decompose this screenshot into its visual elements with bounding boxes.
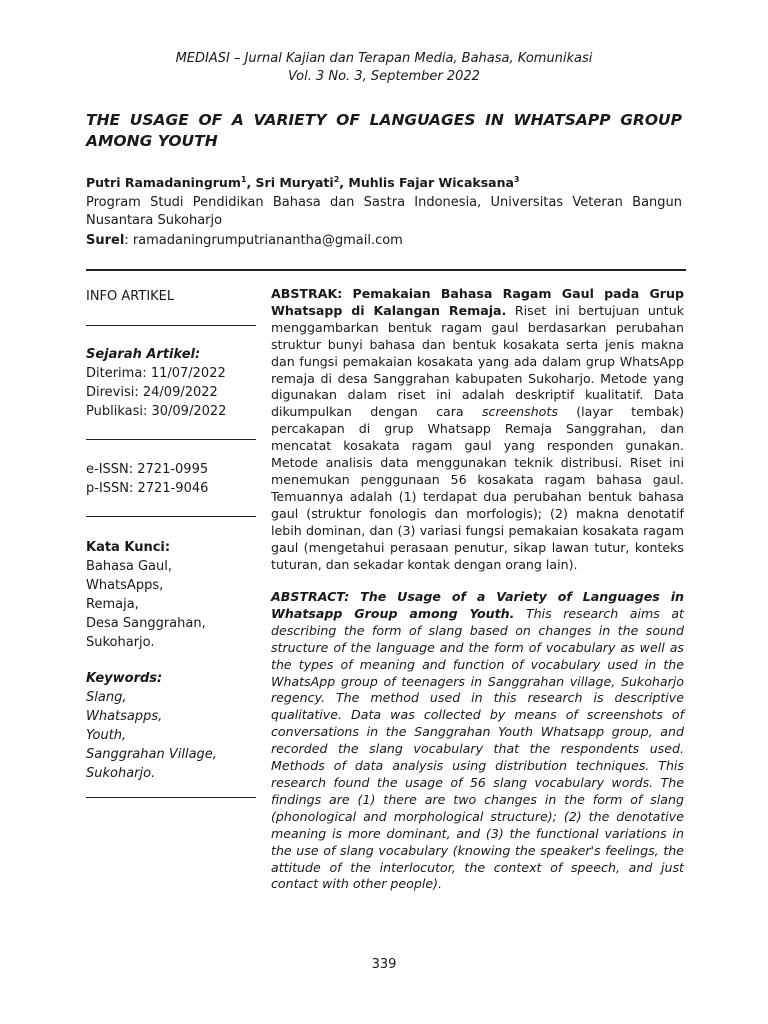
author-name: Putri Ramadaningrum bbox=[86, 175, 241, 191]
page-number: 339 bbox=[371, 957, 397, 972]
issn-block bbox=[86, 460, 256, 498]
article-title: THE USAGE OF A VARIETY OF LANGUAGES IN WHATSAPP GROUP AMONG YOUTH bbox=[86, 111, 682, 150]
keyword-item: Whatsapps, bbox=[86, 709, 163, 724]
history-received: Diterima: 11/07/2022 bbox=[86, 366, 226, 381]
affiliation: Program Studi Pendidikan Bahasa dan Sastra Indonesia, Universitas Veteran Bangun Nusantara Sukoharjo bbox=[86, 195, 682, 228]
abstrak-text-continued: (layar tembak) percakapan di grup Whatsapp Remaja Sanggrahan, dan mencatat kosakata ragam gaul yang responden gunakan. Metode analisis data menggunakan teknik distribusi. Riset ini menemukan penggunaan 56 kosakata ragam bahasa gaul. Temuannya adalah (1) terdapat dua perubahan bentuk bahasa gaul (struktur fonologis dan morfologis); (2) makna denotatif lebih dominan, dan (3) variasi fungsi pemakaian kosakata ragam gaul (mengetahui perasaan penutur, sikap lawan tutur, konteks tuturan, dan sekadar kontak dengan orang lain). bbox=[271, 404, 685, 572]
author-superscript: 3 bbox=[513, 175, 520, 184]
abstract-lead: ABSTRACT: The Usage of a Variety of Languages in Whatsapp Group among Youth. bbox=[271, 589, 684, 621]
author-superscript: 1 bbox=[240, 175, 247, 184]
abstrak-lead: ABSTRAK: Pemakaian Bahasa Ragam Gaul pada Grup Whatsapp di Kalangan Remaja. bbox=[271, 286, 684, 318]
keyword-item: Sukoharjo. bbox=[86, 766, 156, 781]
author-superscript: 2 bbox=[333, 175, 340, 184]
author-name: Sri Muryati bbox=[255, 175, 334, 191]
p-issn: p-ISSN: 2721-9046 bbox=[86, 481, 209, 496]
header-divider bbox=[86, 269, 686, 271]
author-list: Putri Ramadaningrum$^1$, Sri Muryati$^2$, Muhlis Fajar Wicaksana$^3$ bbox=[86, 175, 520, 191]
sidebar-divider bbox=[86, 325, 256, 326]
abstract-english bbox=[271, 589, 684, 893]
e-issn: e-ISSN: 2721-0995 bbox=[86, 462, 209, 477]
journal-header bbox=[0, 50, 768, 86]
journal-volume: Vol. 3 No. 3, September 2022 bbox=[288, 69, 480, 84]
email-address: : ramadaningrumputriananth​a@gmail.com bbox=[124, 233, 403, 248]
kata-kunci-block bbox=[86, 538, 256, 652]
abstrak-indonesian bbox=[271, 286, 684, 573]
kata-kunci-item: Sukoharjo. bbox=[86, 635, 155, 650]
sidebar-divider bbox=[86, 797, 256, 798]
kata-kunci-item: Desa Sanggrahan, bbox=[86, 616, 206, 631]
email-label: Surel bbox=[86, 233, 125, 248]
email-line bbox=[86, 232, 403, 250]
abstract-text: This research aims at describing the form of slang based on changes in the sound structure of the language and the form of vocabulary as well as the types of meaning and function of vocabulary used in the WhatsApp group of teenagers in Sanggrahan village, Sukoharjo regency. The method used in this research is descriptive qualitative. Data was collected by means of screenshots of conversations in the Sanggrahan Youth Whatsapp group, and recorded the slang vocabulary that the respondents used. Methods of data analysis using distribution techniques. This research found the usage of 56 slang vocabulary words. The findings are (1) there are two changes in the form of slang (phonological and morphological structure); (2) the denotative meaning is more dominant, and (3) the functional variations in the use of slang vocabulary (knowing the speaker's feelings, the attitude of the interlocutor, the context of speech, and just contact with other people). bbox=[271, 605, 684, 892]
keyword-item: Youth, bbox=[86, 728, 127, 743]
info-heading: INFO ARTIKEL bbox=[86, 289, 175, 304]
keywords-heading: Keywords: bbox=[86, 671, 163, 686]
history-published: Publikasi: 30/09/2022 bbox=[86, 404, 227, 419]
history-block bbox=[86, 345, 256, 421]
keyword-item: Slang, bbox=[86, 690, 127, 705]
kata-kunci-heading: Kata Kunci: bbox=[86, 540, 171, 555]
sidebar-divider bbox=[86, 439, 256, 440]
kata-kunci-item: WhatsApps, bbox=[86, 578, 164, 593]
abstrak-italic-term: screenshots bbox=[482, 404, 558, 420]
history-revised: Direvisi: 24/09/2022 bbox=[86, 385, 218, 400]
sidebar-divider bbox=[86, 516, 256, 517]
abstrak-text: Riset ini bertujuan untuk menggambarkan bentuk ragam gaul berdasarkan perubahan struktur bunyi bahasa dan bentuk kosakata serta jenis makna dan fungsi pemakaian kosakata yang ada dalam grup WhatsApp remaja di desa Sanggrahan kabupaten Sukoharjo. Metode yang digunakan dalam riset ini adalah deskriptif kualitatif. Data dikumpulkan dengan cara bbox=[271, 302, 684, 420]
history-heading: Sejarah Artikel: bbox=[86, 347, 201, 362]
keywords-block bbox=[86, 669, 256, 783]
kata-kunci-item: Bahasa Gaul, bbox=[86, 559, 172, 574]
kata-kunci-item: Remaja, bbox=[86, 597, 139, 612]
keyword-item: Sanggrahan Village, bbox=[86, 747, 217, 762]
author-name: Muhlis Fajar Wicaksana bbox=[348, 175, 514, 191]
journal-name: MEDIASI – Jurnal Kajian dan Terapan Media, Bahasa, Komunikasi bbox=[175, 51, 593, 66]
